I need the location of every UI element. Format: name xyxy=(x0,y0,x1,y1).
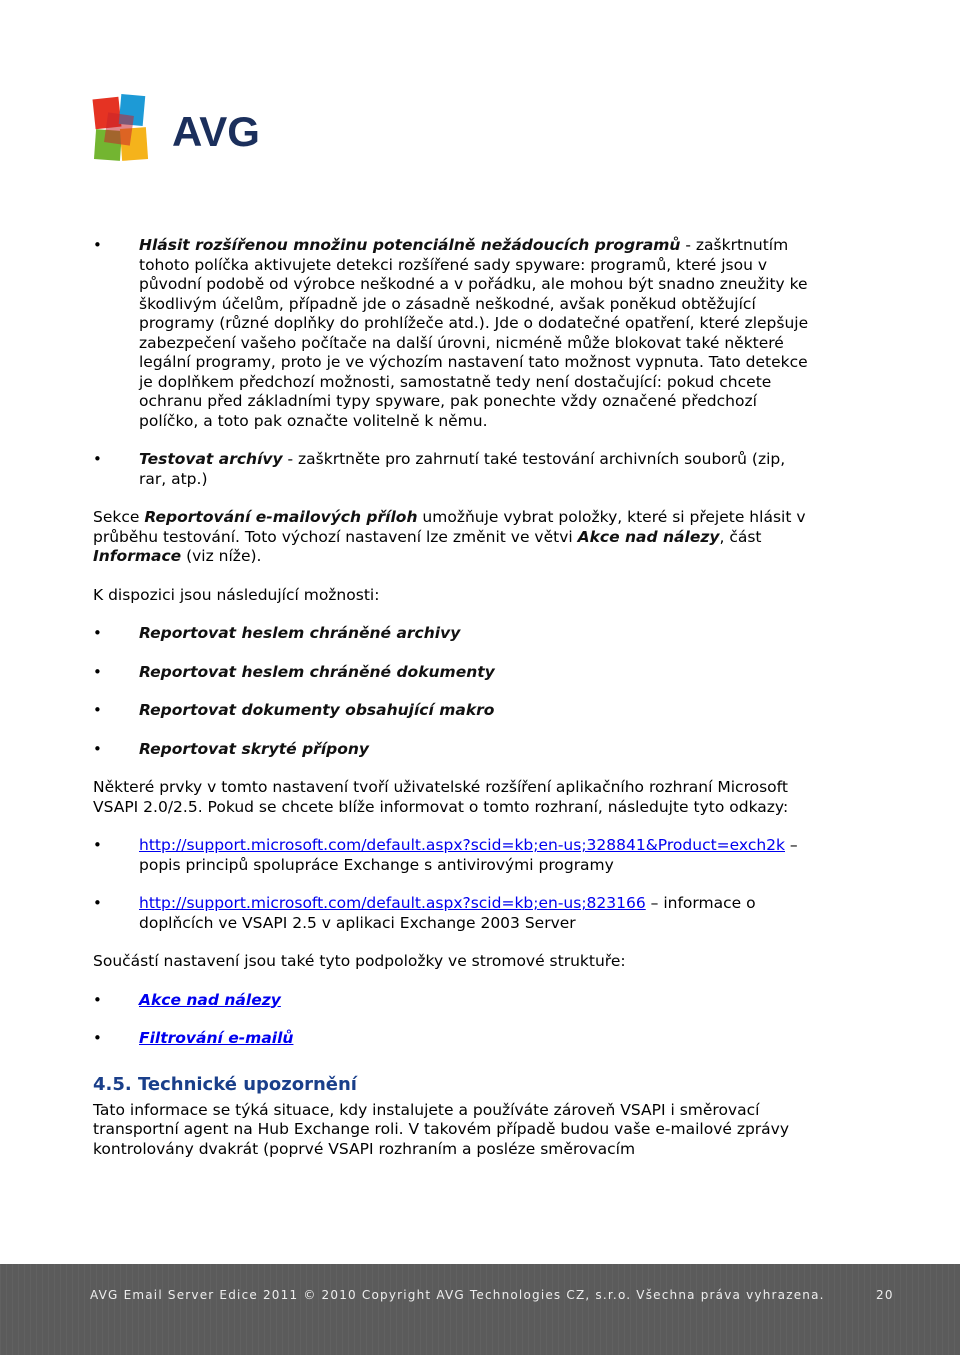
paragraph-options-intro: K dispozici jsou následující možnosti: xyxy=(93,585,380,604)
emphasis: Akce nad nálezy xyxy=(577,527,720,546)
paragraph-reporting xyxy=(93,508,813,567)
footer-copyright: AVG Email Server Edice 2011 © 2010 Copyright AVG Technologies CZ, s.r.o. Všechna práva vyhrazena. xyxy=(90,1288,825,1302)
paragraph-vsapi: Některé prvky v tomto nastavení tvoří uživatelské rozšíření aplikačního rozhraní Microsoft VSAPI 2.0/2.5. Pokud se chcete blíže informovat o tomto rozhraní, následujte tyto odkazy: xyxy=(93,778,789,816)
subitems-list xyxy=(93,991,813,1049)
support-link[interactable]: http://support.microsoft.com/default.aspx?scid=kb;en-us;328841&Product=exch2k xyxy=(139,836,785,854)
list-item xyxy=(93,450,813,489)
text: Sekce xyxy=(93,508,145,526)
item-title: Hlásit rozšířenou množinu potenciálně nežádoucích programů xyxy=(139,236,681,254)
links-list xyxy=(93,836,813,933)
subitem-link[interactable]: Filtrování e-mailů xyxy=(139,1029,294,1047)
link-description: – informace o doplňcích ve VSAPI 2.5 v aplikaci Exchange 2003 Server xyxy=(139,894,756,932)
emphasis: Informace xyxy=(93,547,182,565)
list-item xyxy=(93,740,813,760)
paragraph-technical-note: Tato informace se týká situace, kdy instalujete a používáte zároveň VSAPI i směrovací transportní agent na Hub Exchange roli. V takovém případě budou vaše e-mailové zprávy kontrolovány dvakrát (poprvé VSAPI rozhraním a posléze směrovacím xyxy=(93,1100,790,1158)
avg-logo xyxy=(90,94,280,168)
option-description-list xyxy=(93,236,813,489)
text: umožňuje vybrat položky, které si přejete hlásit v průběhu testování. Toto výchozí nastavení lze změnit ve větvi xyxy=(93,508,806,546)
text: (viz níže). xyxy=(181,547,262,565)
list-item xyxy=(93,836,813,875)
list-item xyxy=(93,894,813,933)
section-heading: 4.5. Technické upozornění xyxy=(93,1073,357,1095)
subitem-link[interactable]: Akce nad nálezy xyxy=(139,990,281,1009)
text: , část xyxy=(719,527,762,546)
option-label: Reportovat heslem chráněné dokumenty xyxy=(139,662,495,681)
list-item xyxy=(93,236,813,431)
footer-bar xyxy=(0,1264,960,1355)
page-number: 20 xyxy=(876,1288,894,1302)
page-content xyxy=(93,236,813,1159)
item-text: - zaškrtnutím tohoto políčka aktivujete detekci rozšířené sady spyware: programů, které jsou v původní podobě od výrobce neškodné a v pořádku, ale mohou být snadno zneužity ke škodlivým účelům, případně jde o zásadně neškodné, avšak poněkud obtěžující programy (různé doplňky do prohlížeče atd.). Jde o dodatečné opatření, které zlepšuje zabezpečení vašeho počítače na další úrovni, nicméně může blokovat také některé legální programy, proto je ve výchozím nastavení tato možnost vypnuta. Tato detekce je doplňkem předchozí možnosti, samostatně tedy není dostačující: pokud chcete ochranu před základními typy spyware, pak ponechte vždy označené předchozí políčko, a toto pak označte volitelně k němu. xyxy=(139,236,809,430)
paragraph-subitems: Součástí nastavení jsou také tyto podpoložky ve stromové struktuře: xyxy=(93,952,626,970)
item-title: Testovat archívy xyxy=(139,450,283,468)
option-label: Reportovat heslem chráněné archivy xyxy=(139,624,461,642)
avg-logo-mark xyxy=(93,94,149,161)
list-item xyxy=(93,701,813,721)
list-item xyxy=(93,663,813,683)
list-item xyxy=(93,1029,813,1049)
option-label: Reportovat dokumenty obsahující makro xyxy=(139,701,495,719)
item-text: - zaškrtněte pro zahrnutí také testování archivních souborů (zip, rar, atp.) xyxy=(139,450,786,488)
emphasis: Reportování e-mailových příloh xyxy=(144,508,418,526)
list-item xyxy=(93,991,813,1011)
option-label: Reportovat skryté přípony xyxy=(139,739,370,758)
reporting-options-list xyxy=(93,624,813,759)
avg-logo-text: AVG xyxy=(172,108,260,155)
support-link[interactable]: http://support.microsoft.com/default.aspx?scid=kb;en-us;823166 xyxy=(139,894,646,912)
link-description: – popis principů spolupráce Exchange s antivirovými programy xyxy=(139,836,798,874)
list-item xyxy=(93,624,813,644)
